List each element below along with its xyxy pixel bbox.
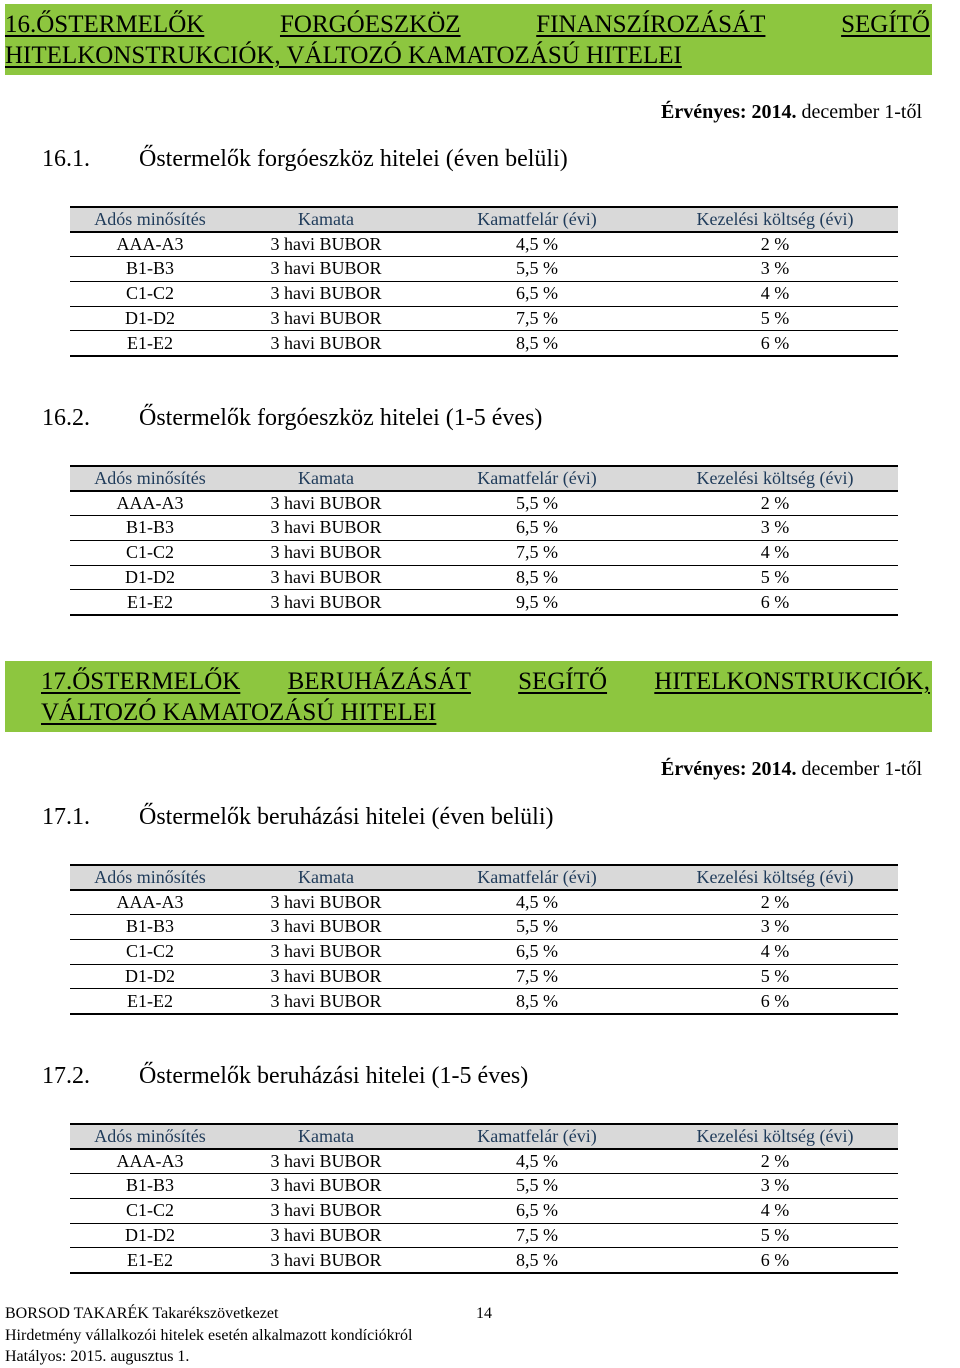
- cell-rating: D1-D2: [70, 1223, 230, 1248]
- cell-handling-fee: 5 %: [652, 306, 898, 331]
- cell-rate: 3 havi BUBOR: [230, 306, 422, 331]
- cell-rate: 3 havi BUBOR: [230, 964, 422, 989]
- cell-margin: 6,5 %: [422, 281, 652, 306]
- cell-margin: 5,5 %: [422, 915, 652, 940]
- header-rating: Adós minősítés: [70, 1124, 230, 1149]
- cell-margin: 8,5 %: [422, 989, 652, 1014]
- header-rate: Kamata: [230, 207, 422, 232]
- valid-from: [661, 758, 922, 781]
- cell-rating: E1-E2: [70, 1248, 230, 1273]
- cell-rating: B1-B3: [70, 516, 230, 541]
- chapter-16-word: SEGÍTŐ: [841, 11, 930, 38]
- cell-margin: 4,5 %: [422, 890, 652, 915]
- valid-from-suffix: december 1-től: [796, 758, 923, 780]
- section-title: [42, 804, 554, 831]
- cell-rating: E1-E2: [70, 989, 230, 1014]
- valid-from-date: Érvényes: 2014.: [661, 101, 797, 123]
- valid-from-suffix: december 1-től: [796, 101, 923, 123]
- cell-handling-fee: 2 %: [652, 232, 898, 257]
- section-number: 16.1.: [42, 146, 90, 172]
- section-name: Őstermelők beruházási hitelei (1-5 éves): [139, 1063, 529, 1089]
- chapter-17-word: SEGÍTŐ: [518, 668, 608, 695]
- footer-document-title: Hirdetmény vállalkozói hitelek esetén alkalmazott kondíciókról: [5, 1327, 413, 1344]
- footer-effective-date: Hatályos: 2015. augusztus 1.: [5, 1348, 190, 1365]
- cell-rating: AAA-A3: [70, 1149, 230, 1174]
- header-rate: Kamata: [230, 865, 422, 890]
- table-header-row: [70, 466, 898, 491]
- cell-margin: 5,5 %: [422, 1174, 652, 1199]
- cell-margin: 8,5 %: [422, 1248, 652, 1273]
- cell-rate: 3 havi BUBOR: [230, 491, 422, 516]
- cell-rating: C1-C2: [70, 540, 230, 565]
- table-row: [70, 989, 898, 1014]
- cell-rating: E1-E2: [70, 590, 230, 615]
- cell-handling-fee: 2 %: [652, 491, 898, 516]
- cell-margin: 8,5 %: [422, 565, 652, 590]
- cell-rating: D1-D2: [70, 964, 230, 989]
- chapter-17-word: 17.ŐSTERMELŐK: [41, 668, 241, 695]
- cell-rating: C1-C2: [70, 939, 230, 964]
- header-margin: Kamatfelár (évi): [422, 466, 652, 491]
- cell-handling-fee: 6 %: [652, 1248, 898, 1273]
- table-row: [70, 890, 898, 915]
- table-header-row: [70, 207, 898, 232]
- header-handling-fee: Kezelési költség (évi): [652, 1124, 898, 1149]
- chapter-17-title-line-2: VÁLTOZÓ KAMATOZÁSÚ HITELEI: [41, 699, 437, 726]
- rate-table: [70, 206, 898, 357]
- header-margin: Kamatfelár (évi): [422, 207, 652, 232]
- header-margin: Kamatfelár (évi): [422, 865, 652, 890]
- cell-rate: 3 havi BUBOR: [230, 232, 422, 257]
- valid-from: [661, 101, 922, 124]
- cell-handling-fee: 4 %: [652, 1198, 898, 1223]
- chapter-16-word: FINANSZÍROZÁSÁT: [536, 11, 766, 38]
- cell-rating: AAA-A3: [70, 232, 230, 257]
- cell-rate: 3 havi BUBOR: [230, 1149, 422, 1174]
- cell-handling-fee: 5 %: [652, 565, 898, 590]
- cell-margin: 5,5 %: [422, 491, 652, 516]
- header-rate: Kamata: [230, 1124, 422, 1149]
- table-row: [70, 257, 898, 282]
- section-name: Őstermelők forgóeszköz hitelei (1-5 éves): [139, 405, 543, 431]
- chapter-17-word: BERUHÁZÁSÁT: [287, 668, 471, 695]
- table-row: [70, 590, 898, 615]
- cell-handling-fee: 6 %: [652, 331, 898, 356]
- chapter-16-banner: [5, 4, 932, 75]
- rate-table: [70, 465, 898, 616]
- cell-margin: 8,5 %: [422, 331, 652, 356]
- cell-margin: 5,5 %: [422, 257, 652, 282]
- cell-handling-fee: 2 %: [652, 1149, 898, 1174]
- table-row: [70, 915, 898, 940]
- cell-handling-fee: 2 %: [652, 890, 898, 915]
- cell-rate: 3 havi BUBOR: [230, 989, 422, 1014]
- header-rating: Adós minősítés: [70, 466, 230, 491]
- header-handling-fee: Kezelési költség (évi): [652, 466, 898, 491]
- cell-rating: AAA-A3: [70, 890, 230, 915]
- table-row: [70, 1223, 898, 1248]
- section-title: [42, 405, 542, 432]
- table-row: [70, 1174, 898, 1199]
- cell-handling-fee: 4 %: [652, 281, 898, 306]
- cell-margin: 4,5 %: [422, 232, 652, 257]
- table-row: [70, 1149, 898, 1174]
- chapter-17-title-line-1: [41, 666, 932, 697]
- cell-rate: 3 havi BUBOR: [230, 1248, 422, 1273]
- table-row: [70, 964, 898, 989]
- cell-rating: AAA-A3: [70, 491, 230, 516]
- cell-margin: 6,5 %: [422, 1198, 652, 1223]
- cell-rating: B1-B3: [70, 915, 230, 940]
- table-row: [70, 491, 898, 516]
- header-handling-fee: Kezelési költség (évi): [652, 865, 898, 890]
- section-number: 17.1.: [42, 804, 90, 830]
- table-row: [70, 232, 898, 257]
- rate-table: [70, 1123, 898, 1274]
- table-row: [70, 939, 898, 964]
- section-title: [42, 1063, 528, 1090]
- cell-handling-fee: 5 %: [652, 1223, 898, 1248]
- cell-margin: 7,5 %: [422, 1223, 652, 1248]
- chapter-17-word: HITELKONSTRUKCIÓK,: [654, 668, 930, 695]
- cell-rating: E1-E2: [70, 331, 230, 356]
- table-header-row: [70, 1124, 898, 1149]
- cell-rating: B1-B3: [70, 1174, 230, 1199]
- cell-handling-fee: 4 %: [652, 540, 898, 565]
- section-title: [42, 146, 568, 173]
- table-row: [70, 540, 898, 565]
- cell-rate: 3 havi BUBOR: [230, 1174, 422, 1199]
- cell-rating: C1-C2: [70, 1198, 230, 1223]
- section-name: Őstermelők forgóeszköz hitelei (éven belüli): [139, 146, 568, 172]
- cell-rate: 3 havi BUBOR: [230, 590, 422, 615]
- cell-handling-fee: 3 %: [652, 516, 898, 541]
- table-row: [70, 331, 898, 356]
- cell-rate: 3 havi BUBOR: [230, 890, 422, 915]
- cell-handling-fee: 3 %: [652, 257, 898, 282]
- chapter-16-word: 16.ŐSTERMELŐK: [5, 11, 205, 38]
- header-rating: Adós minősítés: [70, 207, 230, 232]
- cell-handling-fee: 5 %: [652, 964, 898, 989]
- chapter-17-banner: [5, 661, 932, 732]
- cell-rate: 3 havi BUBOR: [230, 331, 422, 356]
- valid-from-date: Érvényes: 2014.: [661, 758, 797, 780]
- table-row: [70, 281, 898, 306]
- cell-rate: 3 havi BUBOR: [230, 1223, 422, 1248]
- section-name: Őstermelők beruházási hitelei (éven belüli): [139, 804, 554, 830]
- chapter-16-word: FORGÓESZKÖZ: [279, 11, 461, 38]
- cell-rating: D1-D2: [70, 565, 230, 590]
- footer-company: BORSOD TAKARÉK Takarékszövetkezet: [5, 1305, 279, 1322]
- cell-rating: C1-C2: [70, 281, 230, 306]
- header-handling-fee: Kezelési költség (évi): [652, 207, 898, 232]
- table-header-row: [70, 865, 898, 890]
- cell-rate: 3 havi BUBOR: [230, 516, 422, 541]
- cell-margin: 7,5 %: [422, 964, 652, 989]
- table-row: [70, 1248, 898, 1273]
- cell-margin: 6,5 %: [422, 516, 652, 541]
- table-row: [70, 306, 898, 331]
- cell-rate: 3 havi BUBOR: [230, 257, 422, 282]
- cell-handling-fee: 3 %: [652, 915, 898, 940]
- header-margin: Kamatfelár (évi): [422, 1124, 652, 1149]
- cell-handling-fee: 6 %: [652, 590, 898, 615]
- table-row: [70, 565, 898, 590]
- cell-margin: 9,5 %: [422, 590, 652, 615]
- cell-handling-fee: 3 %: [652, 1174, 898, 1199]
- section-number: 16.2.: [42, 405, 90, 431]
- cell-margin: 6,5 %: [422, 939, 652, 964]
- cell-margin: 7,5 %: [422, 306, 652, 331]
- cell-rating: B1-B3: [70, 257, 230, 282]
- chapter-16-title-line-2: HITELKONSTRUKCIÓK, VÁLTOZÓ KAMATOZÁSÚ HITELEI: [5, 42, 682, 69]
- cell-rating: D1-D2: [70, 306, 230, 331]
- section-number: 17.2.: [42, 1063, 90, 1089]
- cell-rate: 3 havi BUBOR: [230, 939, 422, 964]
- cell-rate: 3 havi BUBOR: [230, 540, 422, 565]
- table-row: [70, 1198, 898, 1223]
- footer-page-number: 14: [476, 1305, 492, 1322]
- header-rating: Adós minősítés: [70, 865, 230, 890]
- chapter-16-title-line-1: [5, 9, 932, 40]
- cell-handling-fee: 4 %: [652, 939, 898, 964]
- header-rate: Kamata: [230, 466, 422, 491]
- cell-rate: 3 havi BUBOR: [230, 565, 422, 590]
- cell-handling-fee: 6 %: [652, 989, 898, 1014]
- rate-table: [70, 864, 898, 1015]
- table-row: [70, 516, 898, 541]
- cell-margin: 7,5 %: [422, 540, 652, 565]
- cell-rate: 3 havi BUBOR: [230, 915, 422, 940]
- cell-rate: 3 havi BUBOR: [230, 281, 422, 306]
- cell-rate: 3 havi BUBOR: [230, 1198, 422, 1223]
- cell-margin: 4,5 %: [422, 1149, 652, 1174]
